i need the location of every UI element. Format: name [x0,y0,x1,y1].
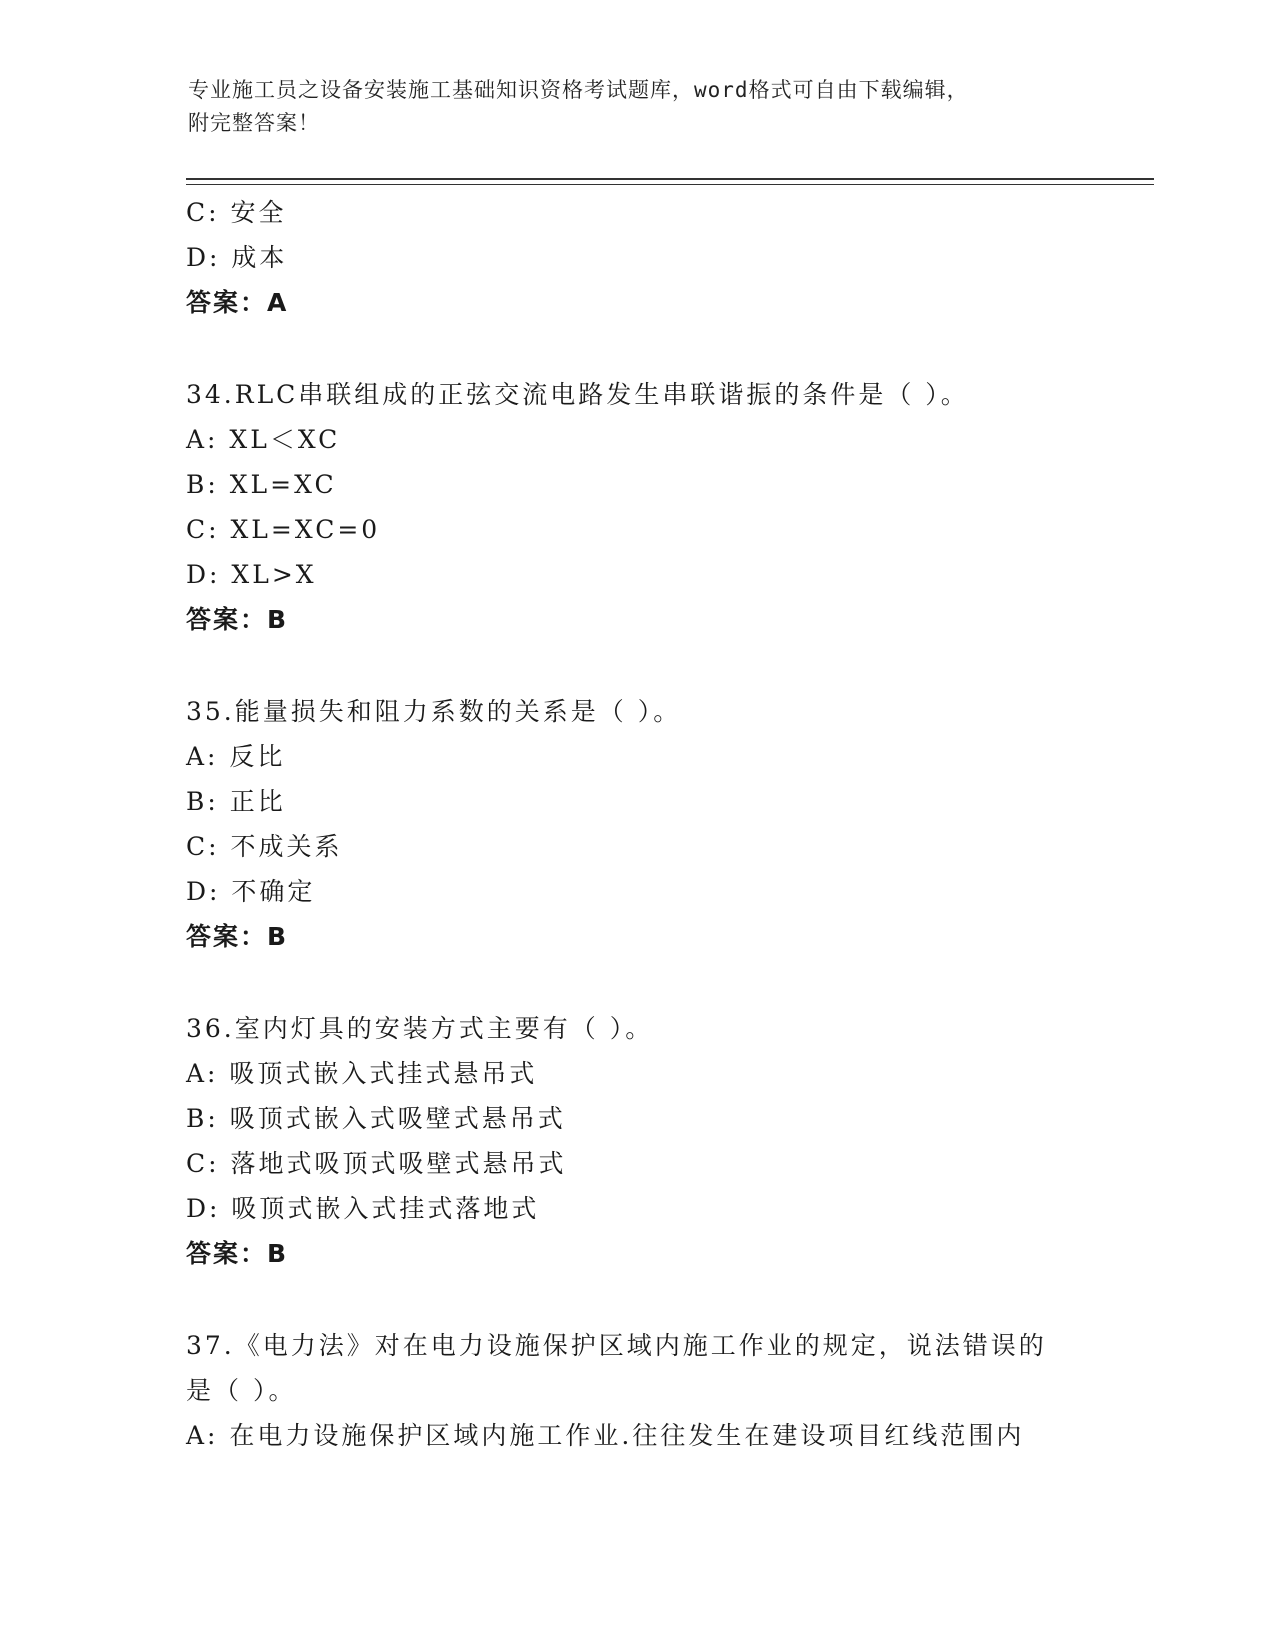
option-a: A: 反比 [186,742,286,771]
option-c: C: 落地式吸顶式吸壁式悬吊式 [186,1149,567,1178]
answer-line: 答案：B [186,922,289,951]
answer-line: 答案：A [186,288,289,317]
option-d: D: 成本 [186,243,288,272]
question-36 [186,1006,1086,1276]
question-stem: 35.能量损失和阻力系数的关系是（ ）。 [186,697,682,726]
header-line-1: 专业施工员之设备安装施工基础知识资格考试题库，word格式可自由下载编辑， [188,78,969,102]
document-header [188,74,1088,140]
answer-line: 答案：B [186,1239,289,1268]
question-stem-line-2: 是（ ）。 [186,1376,297,1405]
question-37 [186,1323,1086,1458]
option-b: B: 正比 [186,787,286,816]
header-rule-thin [186,184,1154,185]
option-c: C: 不成关系 [186,832,343,861]
option-d: D: 不确定 [186,877,316,906]
option-c: C: 安全 [186,198,287,227]
question-stem: 34.RLC串联组成的正弦交流电路发生串联谐振的条件是（ ）。 [186,380,969,409]
answer-line: 答案：B [186,605,289,634]
question-34 [186,372,1086,642]
option-b: B: 吸顶式嵌入式吸壁式悬吊式 [186,1104,566,1133]
option-a: A: 在电力设施保护区域内施工作业.往往发生在建设项目红线范围内 [186,1421,1025,1450]
option-d: D: 吸顶式嵌入式挂式落地式 [186,1194,540,1223]
option-c: C: XL=XC=0 [186,515,381,544]
question-content [186,190,1086,1458]
option-a: A: 吸顶式嵌入式挂式悬吊式 [186,1059,538,1088]
header-rule-thick [186,178,1154,180]
option-d: D: XL>X [186,560,317,589]
option-a: A: XL＜XC [186,425,341,454]
option-b: B: XL=XC [186,470,337,499]
question-stem-line-1: 37.《电力法》对在电力设施保护区域内施工作业的规定，说法错误的 [186,1331,1047,1360]
question-33-tail [186,190,1086,325]
header-line-2: 附完整答案！ [188,111,320,135]
question-stem: 36.室内灯具的安装方式主要有（ ）。 [186,1014,654,1043]
question-35 [186,689,1086,959]
